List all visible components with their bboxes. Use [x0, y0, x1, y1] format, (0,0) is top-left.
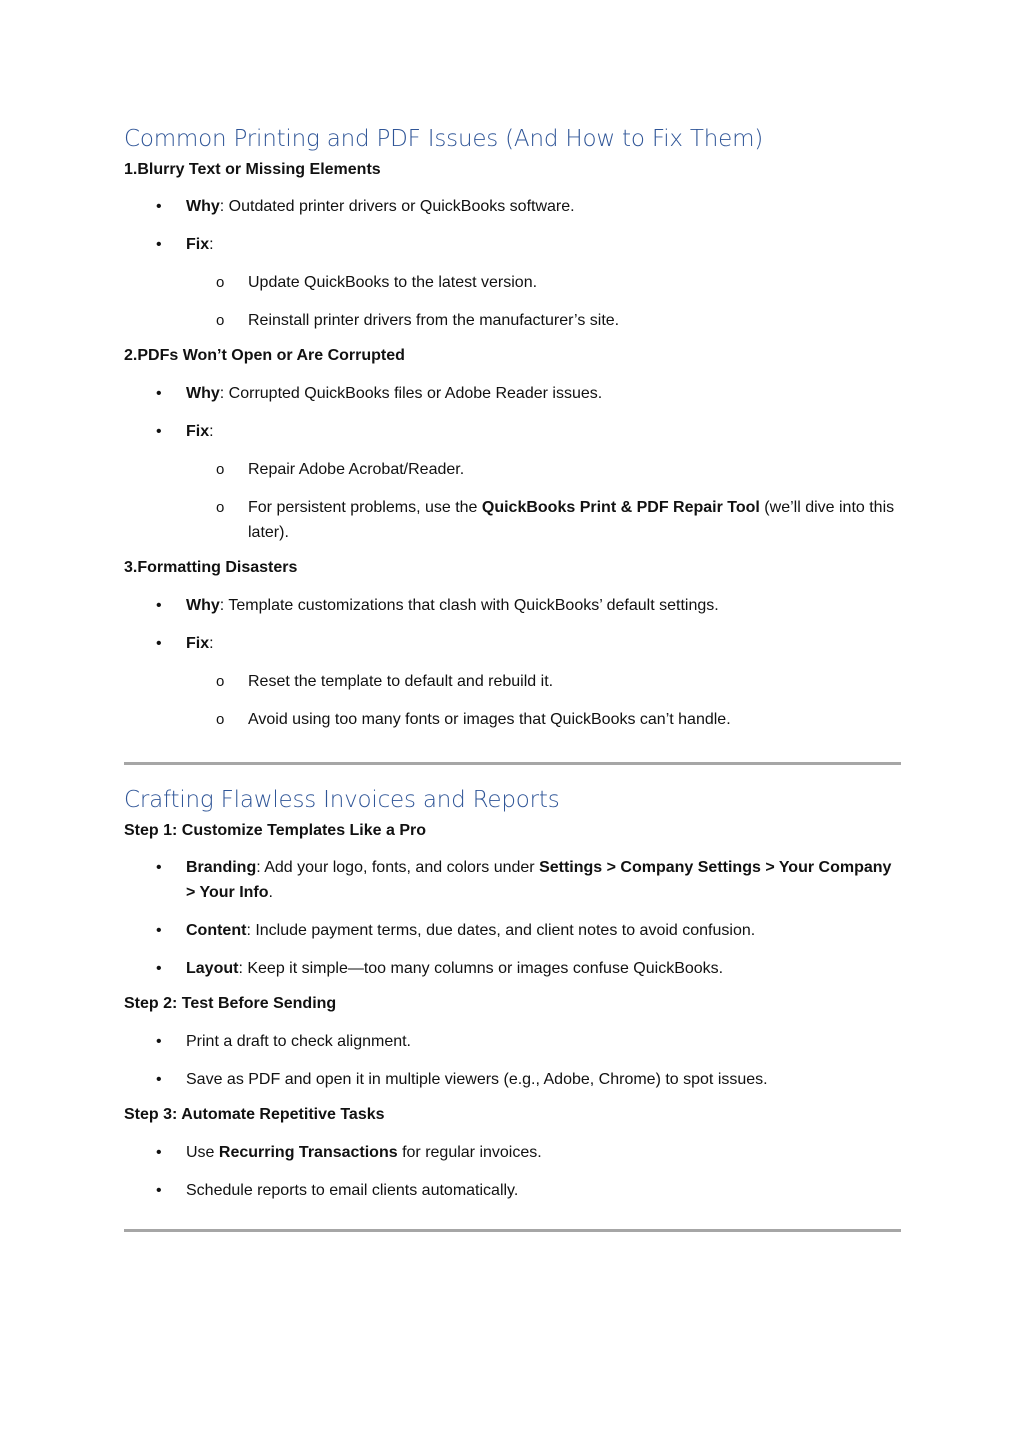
issue-heading: 2.PDFs Won’t Open or Are Corrupted	[124, 347, 405, 365]
bullet-icon: •	[156, 859, 162, 877]
bullet-icon: •	[156, 385, 162, 403]
bullet-icon: •	[156, 423, 162, 441]
list-item: • Layout: Keep it simple—too many columns or images confuse QuickBooks.	[124, 956, 901, 981]
circle-bullet-icon: o	[216, 672, 225, 690]
step-heading: Step 2: Test Before Sending	[124, 995, 337, 1013]
bullet-icon: •	[156, 1181, 162, 1199]
list-item: • Fix:	[124, 631, 901, 656]
list-item: • Why: Outdated printer drivers or QuickBooks software.	[124, 194, 901, 219]
bullet-icon: •	[156, 1071, 162, 1089]
section-title: Crafting Flawless Invoices and Reports	[124, 786, 560, 813]
sub-list-item: o For persistent problems, use the QuickBooks Print & PDF Repair Tool (we’ll dive into this later).	[124, 495, 901, 545]
bullet-icon: •	[156, 198, 162, 216]
bullet-icon: •	[156, 1033, 162, 1051]
step-heading: Step 3: Automate Repetitive Tasks	[124, 1106, 385, 1124]
sub-list-item: o Reinstall printer drivers from the manufacturer’s site.	[124, 308, 901, 333]
section-title: Common Printing and PDF Issues (And How to Fix Them)	[124, 126, 764, 152]
issue-heading: 3.Formatting Disasters	[124, 559, 298, 577]
list-item: • Use Recurring Transactions for regular invoices.	[124, 1140, 901, 1165]
circle-bullet-icon: o	[216, 499, 225, 517]
circle-bullet-icon: o	[216, 274, 225, 292]
section-divider	[124, 1229, 901, 1232]
bullet-icon: •	[156, 634, 162, 652]
list-item: • Fix:	[124, 232, 901, 257]
list-item: • Print a draft to check alignment.	[124, 1029, 901, 1054]
document-page	[124, 126, 901, 1232]
bullet-icon: •	[156, 236, 162, 254]
bullet-icon: •	[156, 922, 162, 940]
list-item: • Branding: Add your logo, fonts, and colors under Settings > Company Settings > Your Company > Your Info.	[124, 855, 901, 905]
step-heading: Step 1: Customize Templates Like a Pro	[124, 821, 427, 839]
bullet-icon: •	[156, 1143, 162, 1161]
list-item: • Content: Include payment terms, due dates, and client notes to avoid confusion.	[124, 918, 901, 943]
circle-bullet-icon: o	[216, 461, 225, 479]
list-item: • Fix:	[124, 419, 901, 444]
bullet-icon: •	[156, 596, 162, 614]
issue-heading: 1.Blurry Text or Missing Elements	[124, 160, 381, 178]
sub-list-item: o Avoid using too many fonts or images that QuickBooks can’t handle.	[124, 707, 901, 732]
sub-list-item: o Repair Adobe Acrobat/Reader.	[124, 457, 901, 482]
sub-list-item: o Reset the template to default and rebuild it.	[124, 669, 901, 694]
circle-bullet-icon: o	[216, 710, 225, 728]
section-divider	[124, 762, 901, 765]
sub-list-item: o Update QuickBooks to the latest version.	[124, 270, 901, 295]
circle-bullet-icon: o	[216, 312, 225, 330]
list-item: • Why: Template customizations that clash with QuickBooks’ default settings.	[124, 593, 901, 618]
list-item: • Schedule reports to email clients automatically.	[124, 1178, 901, 1203]
list-item: • Save as PDF and open it in multiple viewers (e.g., Adobe, Chrome) to spot issues.	[124, 1067, 901, 1092]
bullet-icon: •	[156, 960, 162, 978]
list-item: • Why: Corrupted QuickBooks files or Adobe Reader issues.	[124, 381, 901, 406]
